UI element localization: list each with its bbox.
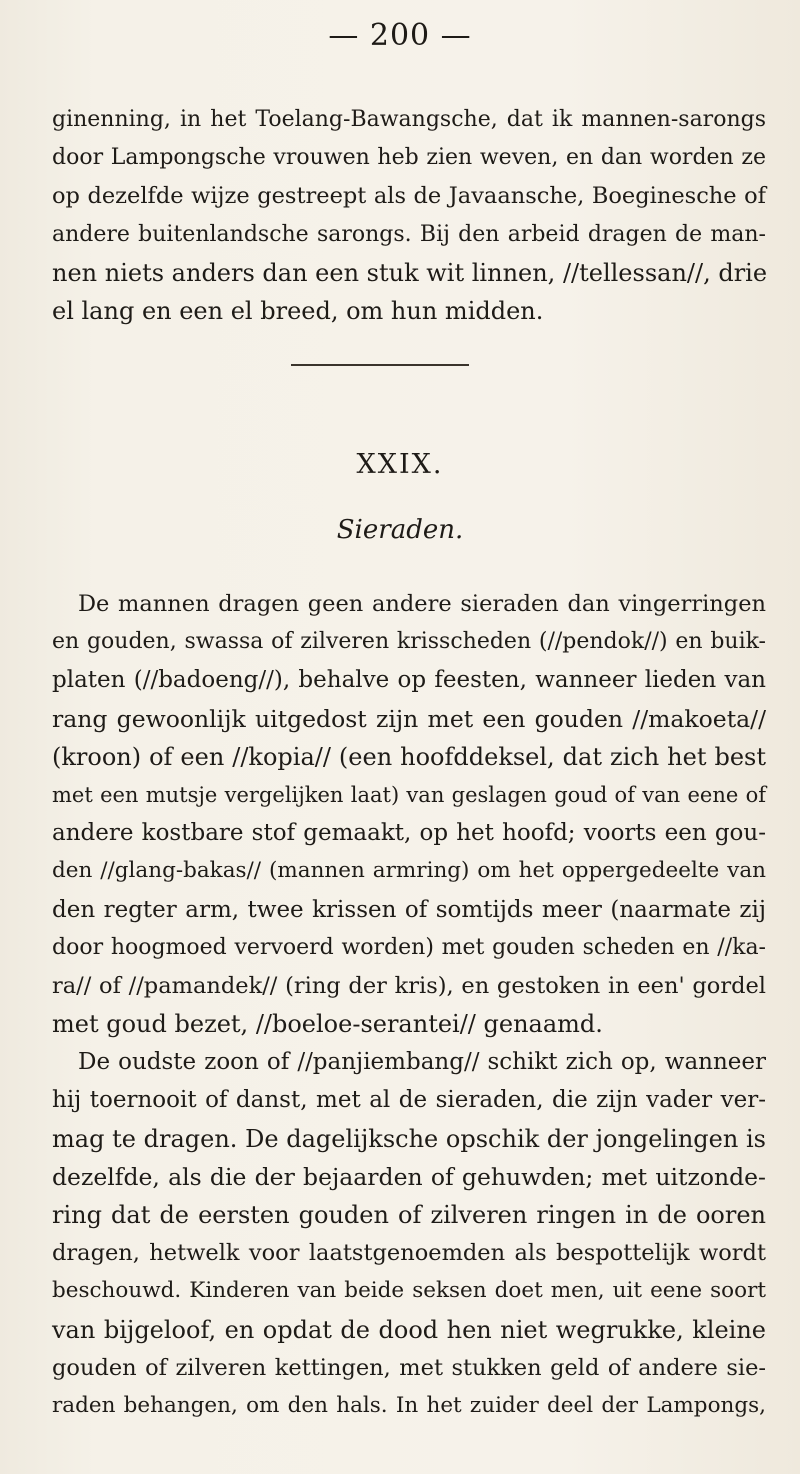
- text-line: door hoogmoed vervoerd worden) met gouden scheden en //ka-: [52, 934, 766, 960]
- text-line: De oudste zoon of //panjiembang// schikt zich op, wanneer: [78, 1049, 766, 1076]
- text-line: el lang en een el breed, om hun midden.: [52, 296, 544, 325]
- text-line: ginenning, in het Toelang-Bawangsche, dat ik mannen-sarongs: [52, 107, 766, 132]
- chapter-number: XXIX.: [356, 449, 444, 480]
- text-line: met een mutsje vergelijken laat) van geslagen goud of van eene of: [52, 782, 766, 807]
- text-line: mag te dragen. De dagelijksche opschik der jongelingen is: [52, 1124, 766, 1153]
- text-line: den regter arm, twee krissen of somtijds meer (naarmate zij: [52, 896, 766, 923]
- text-line: (kroon) of een //kopia// (een hoofddeksel, dat zich het best: [52, 742, 766, 771]
- text-line: den //glang-bakas// (mannen armring) om het oppergedeelte van: [52, 858, 766, 884]
- page-number: — 200 —: [328, 18, 472, 53]
- text-line: dezelfde, als die der bejaarden of gehuwden; met uitzonde-: [52, 1162, 766, 1191]
- chapter-title: Sieraden.: [336, 515, 464, 545]
- section-divider: [291, 364, 469, 366]
- text-line: ra// of //pamandek// (ring der kris), en gestoken in een' gordel: [52, 972, 766, 999]
- text-line: raden behangen, om den hals. In het zuider deel der Lampongs,: [52, 1392, 766, 1418]
- text-line: op dezelfde wijze gestreept als de Javaansche, Boeginesche of: [52, 183, 766, 210]
- text-line: en gouden, swassa of zilveren krisscheden (//pendok//) en buik-: [52, 629, 766, 655]
- text-line: De mannen dragen geen andere sieraden dan vingerringen: [78, 591, 766, 617]
- text-line: andere kostbare stof gemaakt, op het hoofd; voorts een gou-: [52, 820, 766, 847]
- text-line: met goud bezet, //boeloe-serantei// genaamd.: [52, 1010, 603, 1039]
- text-line: gouden of zilveren kettingen, met stukken geld of andere sie-: [52, 1354, 766, 1381]
- text-line: door Lampongsche vrouwen heb zien weven, en dan worden ze: [52, 145, 766, 171]
- text-line: beschouwd. Kinderen van beide seksen doet men, uit eene soort: [52, 1278, 766, 1304]
- text-line: platen (//badoeng//), behalve op feesten, wanneer lieden van: [52, 667, 766, 694]
- text-line: rang gewoonlijk uitgedost zijn met een gouden //makoeta//: [52, 704, 766, 733]
- text-line: andere buitenlandsche sarongs. Bij den arbeid dragen de man-: [52, 221, 766, 247]
- text-line: hij toernooit of danst, met al de sieraden, die zijn vader ver-: [52, 1087, 766, 1114]
- body-text: [52, 585, 766, 1425]
- text-line: dragen, hetwelk voor laatstgenoemden als bespottelijk wordt: [52, 1240, 766, 1267]
- text-line: nen niets anders dan een stuk wit linnen, //tellessan//, drie: [52, 258, 768, 287]
- text-line: ring dat de eersten gouden of zilveren ringen in de ooren: [52, 1201, 766, 1229]
- intro-paragraph: [52, 101, 766, 330]
- text-line: van bijgeloof, en opdat de dood hen niet wegrukke, kleine: [52, 1315, 766, 1344]
